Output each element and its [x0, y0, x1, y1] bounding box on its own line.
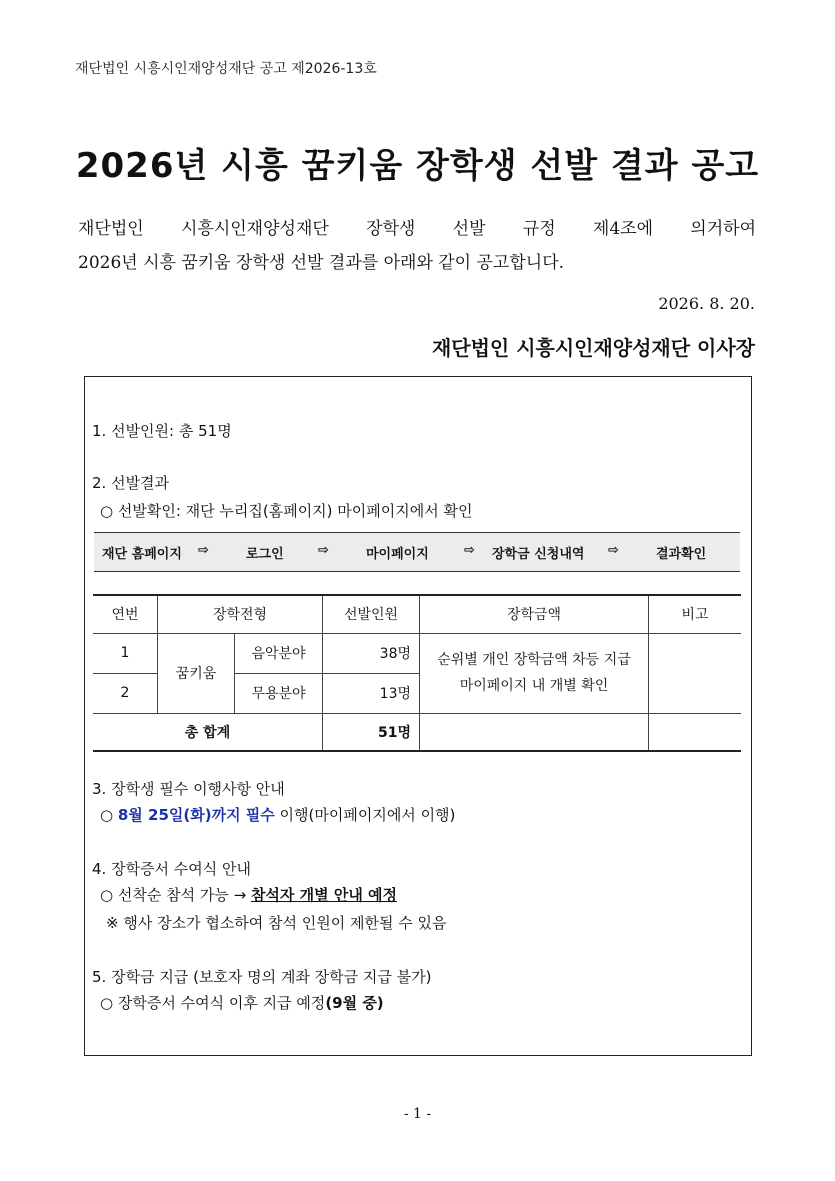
flow-step-result: 결과확인 [656, 547, 707, 562]
arrow-right-icon: ⇨ [464, 543, 475, 558]
arrow-right-icon: ⇨ [318, 543, 329, 558]
flow-step-homepage: 재단 홈페이지 [102, 547, 182, 562]
table-row [93, 633, 741, 673]
total-note-cell [649, 713, 742, 751]
check-flow-bar [94, 532, 740, 572]
row-count: 13명 [323, 673, 420, 713]
bullet-rest: 이행(마이페이지에서 이행) [274, 806, 456, 824]
section-1-heading: 1. 선발인원: 총 51명 [92, 422, 232, 440]
total-amount-cell [420, 713, 649, 751]
flow-step-login: 로그인 [246, 547, 284, 562]
arrow-right-icon: ⇨ [608, 543, 619, 558]
col-header-count: 선발인원 [323, 595, 420, 633]
section-4-note: ※ 행사 장소가 협소하여 참석 인원이 제한될 수 있음 [106, 914, 447, 932]
row-field: 무용분야 [235, 673, 323, 713]
section-5-heading: 5. 장학금 지급 (보호자 명의 계좌 장학금 지급 불가) [92, 968, 432, 986]
total-count: 51명 [323, 713, 420, 751]
col-header-note: 비고 [649, 595, 742, 633]
page-title: 2026년 시흥 꿈키움 장학생 선발 결과 공고 [75, 146, 760, 186]
total-row [93, 713, 741, 751]
section-3-bullet [100, 804, 455, 825]
announcement-number: 재단법인 시흥시인재양성재단 공고 제2026-13호 [75, 61, 377, 77]
announcement-date: 2026. 8. 20. [658, 294, 755, 313]
amount-line-2: 마이페이지 내 개별 확인 [459, 678, 609, 694]
section-4-bullet [100, 884, 397, 905]
amount-cell [420, 633, 649, 713]
section-3-heading: 3. 장학생 필수 이행사항 안내 [92, 780, 285, 798]
section-5-bullet [100, 992, 384, 1013]
total-label: 총 합계 [93, 713, 323, 751]
col-header-type: 장학전형 [158, 595, 323, 633]
selection-result-table [93, 594, 741, 752]
signer: 재단법인 시흥시인재양성재단 이사장 [431, 336, 755, 360]
section-4-heading: 4. 장학증서 수여식 안내 [92, 860, 252, 878]
flow-step-application: 장학금 신청내역 [492, 547, 585, 562]
intro-line-1: 재단법인 시흥시인재양성재단 장학생 선발 규정 제4조에 의거하여 [78, 219, 756, 239]
section-2-check: ○ 선발확인: 재단 누리집(홈페이지) 마이페이지에서 확인 [100, 502, 473, 520]
row-no: 2 [93, 673, 158, 713]
col-header-no: 연번 [93, 595, 158, 633]
section-2-heading: 2. 선발결과 [92, 474, 170, 492]
amount-line-1: 순위별 개인 장학금액 차등 지급 [437, 652, 631, 668]
flow-step-mypage: 마이페이지 [366, 547, 429, 562]
row-field: 음악분야 [235, 633, 323, 673]
row-count: 38명 [323, 633, 420, 673]
row-no: 1 [93, 633, 158, 673]
page-number: - 1 - [403, 1106, 432, 1122]
category-cell: 꿈키움 [158, 633, 235, 713]
deadline-emphasis: 8월 25일(화)까지 필수 [117, 806, 275, 824]
bullet-prefix: ○ 장학증서 수여식 이후 지급 예정 [100, 994, 326, 1012]
arrow-right-icon: ⇨ [198, 543, 209, 558]
col-header-amount: 장학금액 [420, 595, 649, 633]
bullet-prefix: ○ [100, 806, 118, 824]
intro-line-2: 2026년 시흥 꿈키움 장학생 선발 결과를 아래와 같이 공고합니다. [78, 253, 565, 273]
note-cell [649, 633, 742, 713]
bullet-prefix: ○ 선착순 참석 가능 → [100, 886, 251, 904]
notice-emphasis: 참석자 개별 안내 예정 [250, 886, 398, 904]
schedule-emphasis: (9월 중) [325, 994, 384, 1012]
